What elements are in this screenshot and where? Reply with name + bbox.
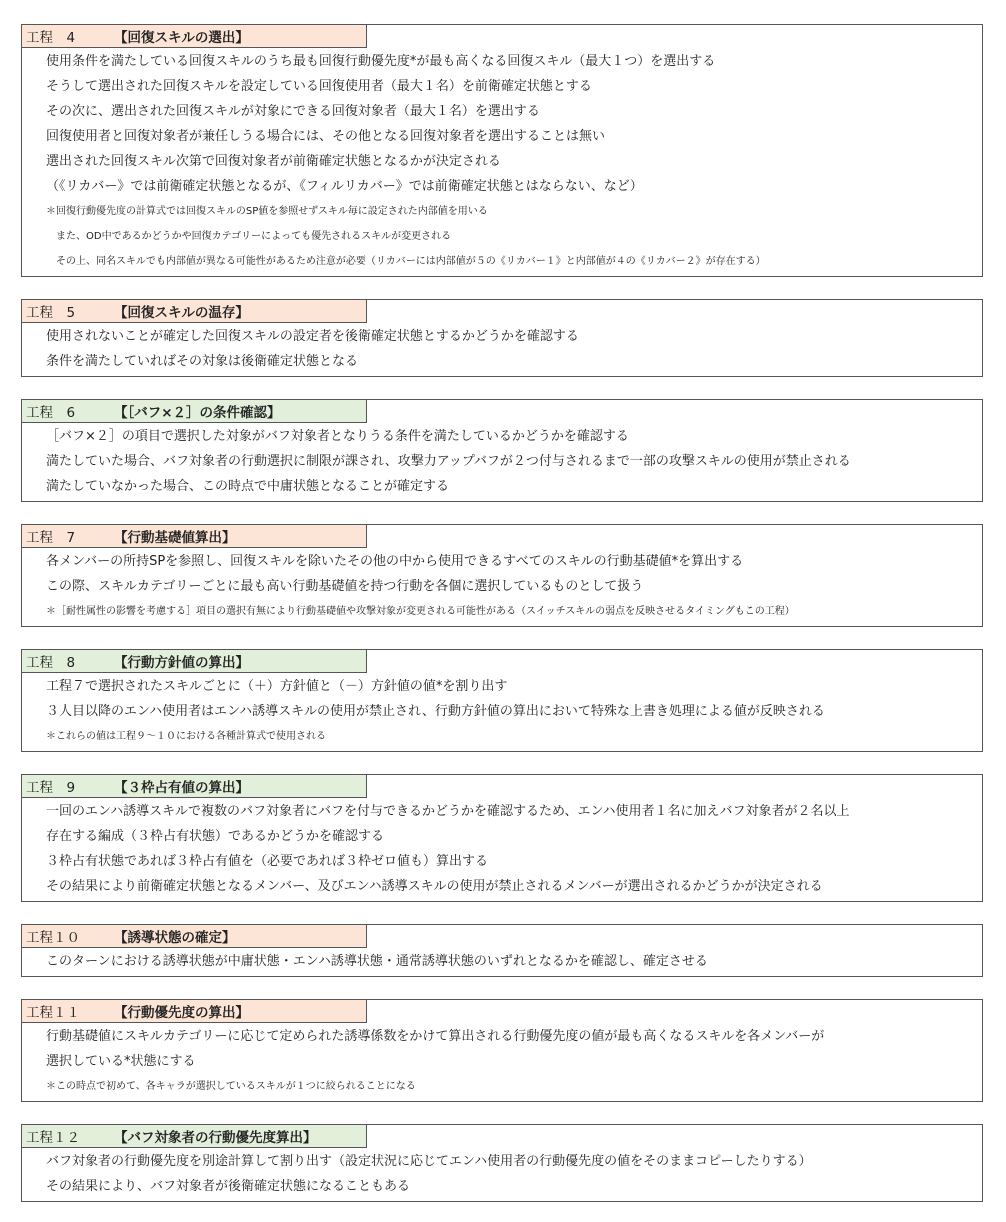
step-text-line: その結果により前衛確定状態となるメンバー、及びエンハ誘導スキルの使用が禁止されるメンバーが選出されるかどうかが決定される (46, 879, 823, 894)
step-text-line: ３人目以降のエンハ使用者はエンハ誘導スキルの使用が禁止され、行動方針値の算出において特殊な上書き処理による値が反映される (46, 704, 825, 719)
step-title: 【回復スキルの温存】 (114, 305, 249, 321)
step-number: 工程 7 (26, 530, 76, 546)
step-text-line: 満たしていなかった場合、この時点で中庸状態となることが確定する (46, 479, 450, 494)
step-title: 【［バフ×２］の条件確認】 (114, 405, 281, 421)
step-block (21, 999, 983, 1102)
step-note-line: ＊この時点で初めて、各キャラが選択しているスキルが１つに絞られることになる (46, 1081, 416, 1092)
step-header (22, 650, 367, 673)
step-block (21, 399, 983, 502)
step-text-line: 使用されないことが確定した回復スキルの設定者を後衛確定状態とするかどうかを確認する (46, 329, 579, 344)
step-body (22, 673, 982, 751)
step-title: 【回復スキルの選出】 (114, 30, 249, 46)
step-title: 【行動基礎値算出】 (114, 530, 236, 546)
step-block (21, 774, 983, 902)
step-text-line: ３枠占有状態であれば３枠占有値を（必要であれば３枠ゼロ値も）算出する (46, 854, 489, 869)
step-text-line: 存在する編成（３枠占有状態）であるかどうかを確認する (46, 829, 385, 844)
step-text-line: このターンにおける誘導状態が中庸状態・エンハ誘導状態・通常誘導状態のいずれとなるかを確認し、確定させる (46, 954, 708, 969)
step-title: 【バフ対象者の行動優先度算出】 (114, 1130, 317, 1146)
step-body (22, 948, 982, 976)
step-title: 【行動優先度の算出】 (114, 1005, 249, 1021)
step-block (21, 649, 983, 752)
step-header (22, 525, 367, 548)
step-text-line: その結果により、バフ対象者が後衛確定状態になることもある (46, 1179, 411, 1194)
step-text-line: 各メンバーの所持SPを参照し、回復スキルを除いたその他の中から使用できるすべてのスキルの行動基礎値*を算出する (46, 554, 744, 569)
step-note-line: ＊これらの値は工程９～１０における各種計算式で使用される (46, 731, 326, 742)
step-block (21, 924, 983, 977)
step-title: 【３枠占有値の算出】 (114, 780, 249, 796)
step-header (22, 300, 367, 323)
step-header (22, 925, 367, 948)
step-body (22, 548, 982, 626)
step-body (22, 798, 982, 901)
step-text-line: 一回のエンハ誘導スキルで複数のバフ対象者にバフを付与できるかどうかを確認するため、エンハ使用者１名に加えバフ対象者が２名以上 (46, 804, 850, 819)
step-block (21, 299, 983, 377)
step-note-line: その上、同名スキルでも内部値が異なる可能性があるため注意が必要（リカバーには内部値が５の《リカバー１》と内部値が４の《リカバー２》が存在する） (46, 256, 766, 267)
step-text-line: 条件を満たしていればその対象は後衛確定状態となる (46, 354, 359, 369)
step-text-line: 回復使用者と回復対象者が兼任しうる場合には、その他となる回復対象者を選出することは無い (46, 129, 606, 144)
step-number: 工程１０ (26, 930, 80, 946)
step-text-line: 使用条件を満たしている回復スキルのうち最も回復行動優先度*が最も高くなる回復スキル（最大１つ）を選出する (46, 54, 716, 69)
step-number: 工程 4 (26, 30, 76, 46)
step-block (21, 524, 983, 627)
step-title: 【行動方針値の算出】 (114, 655, 249, 671)
step-text-line: 行動基礎値にスキルカテゴリーに応じて定められた誘導係数をかけて算出される行動優先度の値が最も高くなるスキルを各メンバーが (46, 1029, 825, 1044)
step-text-line: 選出された回復スキル次第で回復対象者が前衛確定状態となるかが決定される (46, 154, 501, 169)
step-title: 【誘導状態の確定】 (114, 930, 236, 946)
step-body (22, 48, 982, 276)
step-header (22, 1000, 367, 1023)
step-text-line: （《リカバー》では前衛確定状態となるが、《フィルリカバー》では前衛確定状態とはならない、など） (46, 179, 643, 194)
step-note-line: また、OD中であるかどうかや回復カテゴリーによっても優先されるスキルが変更される (46, 231, 452, 242)
step-text-line: この際、スキルカテゴリーごとに最も高い行動基礎値を持つ行動を各個に選択しているものとして扱う (46, 579, 644, 594)
step-text-line: ［バフ×２］の項目で選択した対象がバフ対象者となりうる条件を満たしているかどうかを確認する (46, 429, 629, 444)
step-note-line: ＊［耐性属性の影響を考慮する］項目の選択有無により行動基礎値や攻撃対象が変更される可能性がある（スイッチスキルの弱点を反映させるタイミングもこの工程） (46, 606, 795, 617)
step-note-line: ＊回復行動優先度の計算式では回復スキルのSP値を参照せずスキル毎に設定された内部値を用いる (46, 206, 488, 217)
step-number: 工程１２ (26, 1130, 80, 1146)
step-number: 工程１１ (26, 1005, 80, 1021)
step-body (22, 1148, 982, 1201)
step-text-line: 選択している*状態にする (46, 1054, 196, 1069)
step-text-line: その次に、選出された回復スキルが対象にできる回復対象者（最大１名）を選出する (46, 104, 540, 119)
step-header (22, 1125, 367, 1148)
step-number: 工程 6 (26, 405, 76, 421)
step-number: 工程 5 (26, 305, 76, 321)
step-text-line: バフ対象者の行動優先度を別途計算して割り出す（設定状況に応じてエンハ使用者の行動優先度の値をそのままコピーしたりする） (46, 1154, 812, 1169)
step-body (22, 323, 982, 376)
step-number: 工程 9 (26, 780, 76, 796)
step-number: 工程 8 (26, 655, 76, 671)
step-header (22, 400, 367, 423)
step-text-line: 工程７で選択されたスキルごとに（＋）方針値と（－）方針値の値*を割り出す (46, 679, 508, 694)
step-header (22, 775, 367, 798)
step-body (22, 1023, 982, 1101)
step-body (22, 423, 982, 501)
step-block (21, 24, 983, 277)
step-block (21, 1124, 983, 1202)
step-text-line: そうして選出された回復スキルを設定している回復使用者（最大１名）を前衛確定状態とする (46, 79, 592, 94)
step-text-line: 満たしていた場合、バフ対象者の行動選択に制限が課され、攻撃力アップバフが２つ付与されるまで一部の攻撃スキルの使用が禁止される (46, 454, 851, 469)
step-header (22, 25, 367, 48)
